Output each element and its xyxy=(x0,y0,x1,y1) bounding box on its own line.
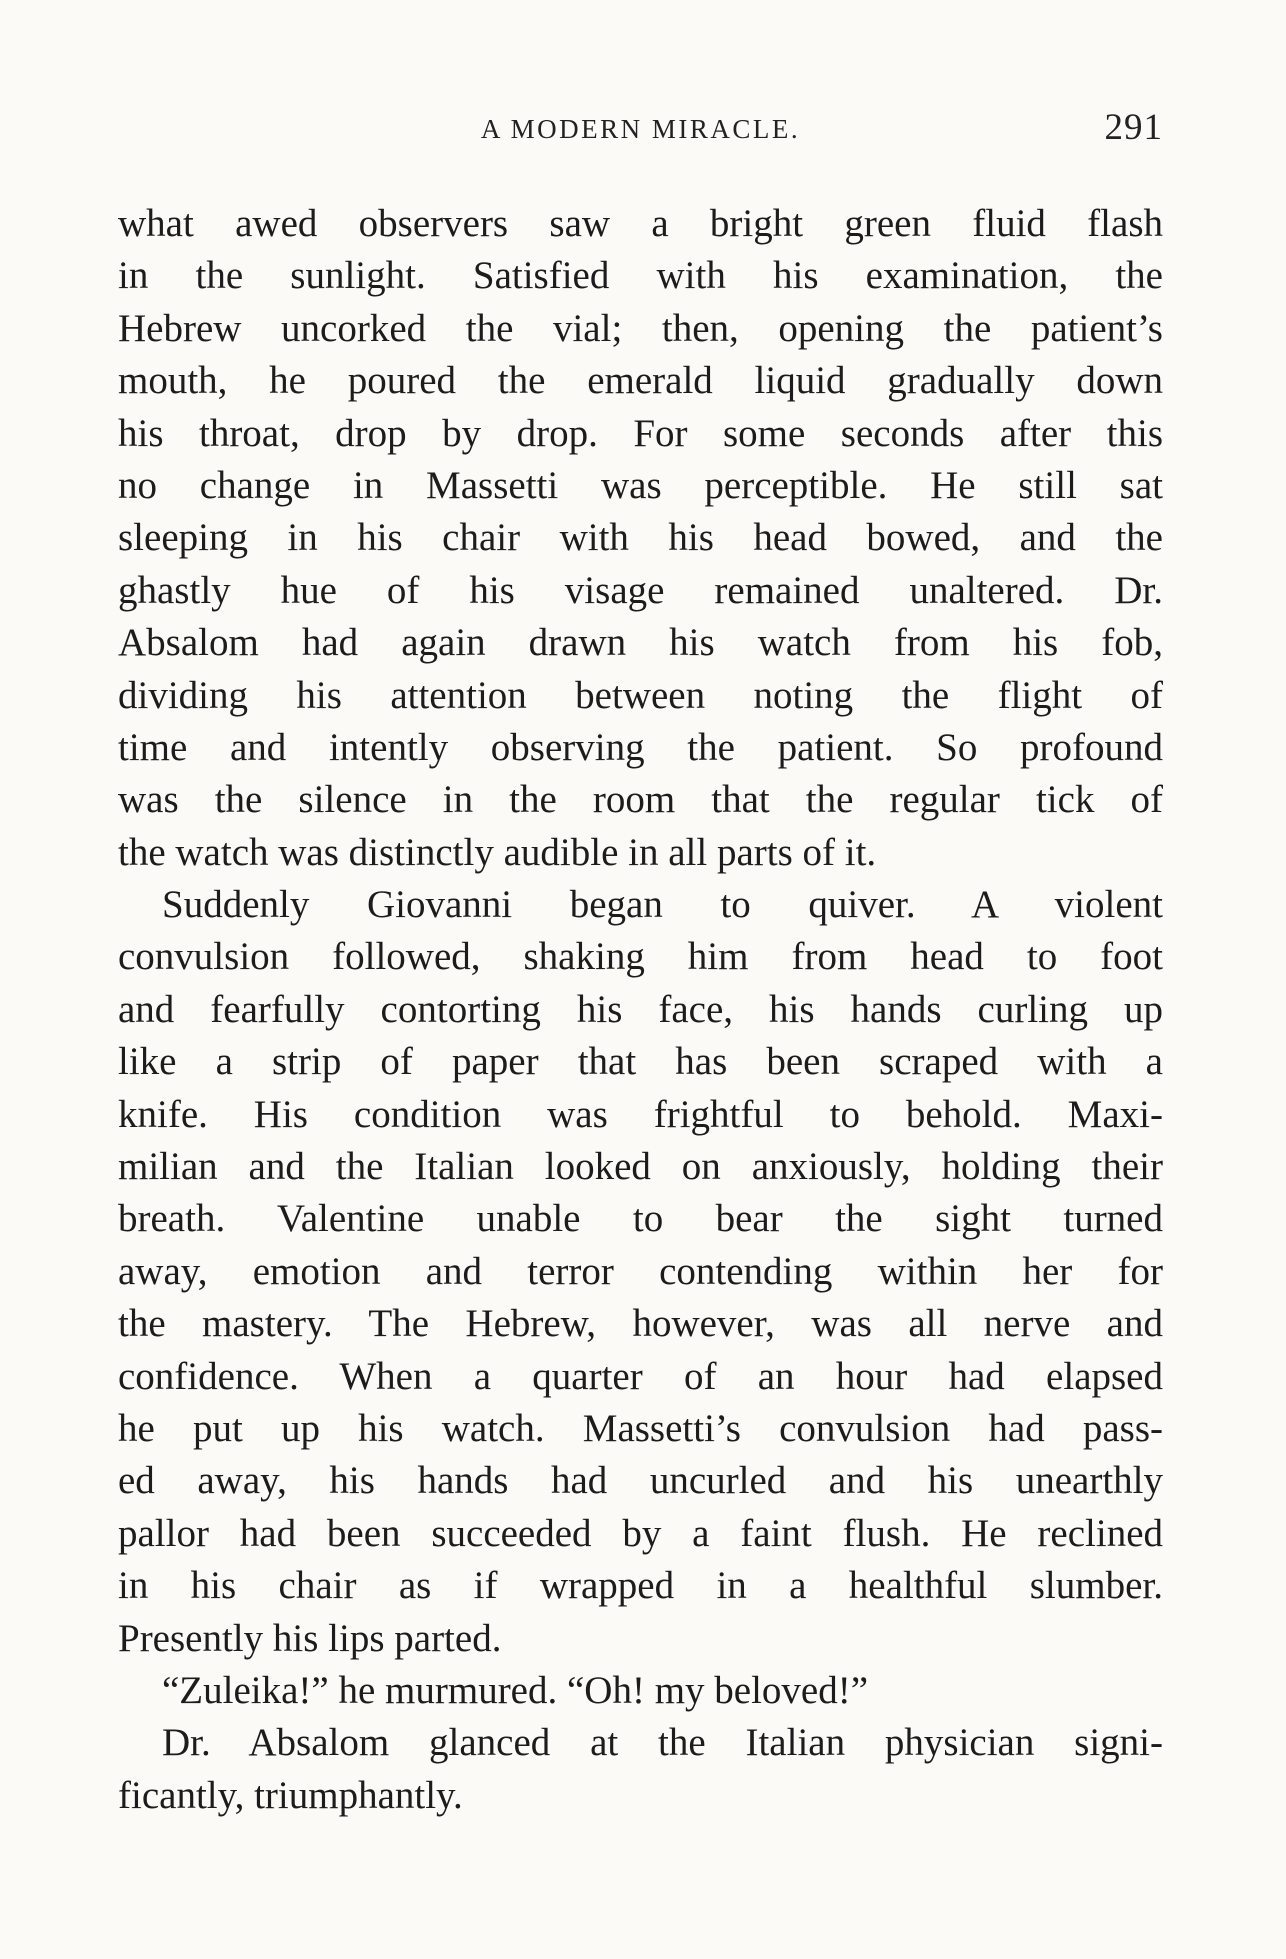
text-line: knife. His condition was frightful to behold. Maxi- xyxy=(118,1092,1163,1136)
text-line: in the sunlight. Satisfied with his examination, the xyxy=(118,254,1163,298)
text-line: what awed observers saw a bright green fluid flash xyxy=(118,202,1163,245)
text-line: Absalom had again drawn his watch from his fob, xyxy=(118,621,1163,665)
text-line: no change in Massetti was perceptible. He still sat xyxy=(118,463,1163,507)
text-line: away, emotion and terror contending within her for xyxy=(118,1249,1163,1293)
text-line: the watch was distinctly audible in all parts of it. xyxy=(118,830,877,874)
text-line: time and intently observing the patient. So profound xyxy=(118,725,1163,769)
text-line: mouth, he poured the emerald liquid gradually down xyxy=(118,359,1163,403)
text-line: confidence. When a quarter of an hour had elapsed xyxy=(118,1354,1163,1398)
text-line: sleeping in his chair with his head bowed, and the xyxy=(118,516,1163,560)
paragraph-first-line: Suddenly Giovanni began to quiver. A violent xyxy=(162,883,1163,927)
text-line: like a strip of paper that has been scraped with a xyxy=(118,1040,1163,1084)
text-line: was the silence in the room that the regular tick of xyxy=(118,778,1163,822)
text-line: in his chair as if wrapped in a healthful slumber. xyxy=(118,1564,1163,1608)
page-number: 291 xyxy=(1104,107,1163,148)
text-line: convulsion followed, shaking him from head to foot xyxy=(118,935,1163,979)
running-head xyxy=(118,106,1163,162)
text-line: the mastery. The Hebrew, however, was all nerve and xyxy=(118,1302,1163,1346)
paragraph-first-line: Dr. Absalom glanced at the Italian physician signi- xyxy=(162,1721,1163,1765)
text-line: breath. Valentine unable to bear the sight turned xyxy=(118,1197,1163,1241)
text-line: Hebrew uncorked the vial; then, opening the patient’s xyxy=(118,306,1163,350)
text-line: pallor had been succeeded by a faint flush. He reclined xyxy=(118,1511,1163,1555)
text-line: ficantly, triumphantly. xyxy=(118,1773,463,1817)
running-title: A MODERN MIRACLE. xyxy=(480,114,801,144)
text-line: and fearfully contorting his face, his hands curling up xyxy=(118,987,1163,1031)
text-line: Presently his lips parted. xyxy=(118,1616,502,1660)
text-line: he put up his watch. Massetti’s convulsion had pass- xyxy=(118,1406,1163,1450)
text-line: his throat, drop by drop. For some seconds after this xyxy=(118,411,1163,455)
body-text xyxy=(118,198,1163,1822)
text-line: ghastly hue of his visage remained unaltered. Dr. xyxy=(118,568,1163,612)
text-line: dividing his attention between noting the flight of xyxy=(118,673,1163,717)
text-line: milian and the Italian looked on anxiously, holding their xyxy=(118,1145,1163,1189)
text-line: ed away, his hands had uncurled and his unearthly xyxy=(118,1459,1163,1503)
paragraph-first-line: “Zuleika!” he murmured. “Oh! my beloved!” xyxy=(162,1668,869,1712)
